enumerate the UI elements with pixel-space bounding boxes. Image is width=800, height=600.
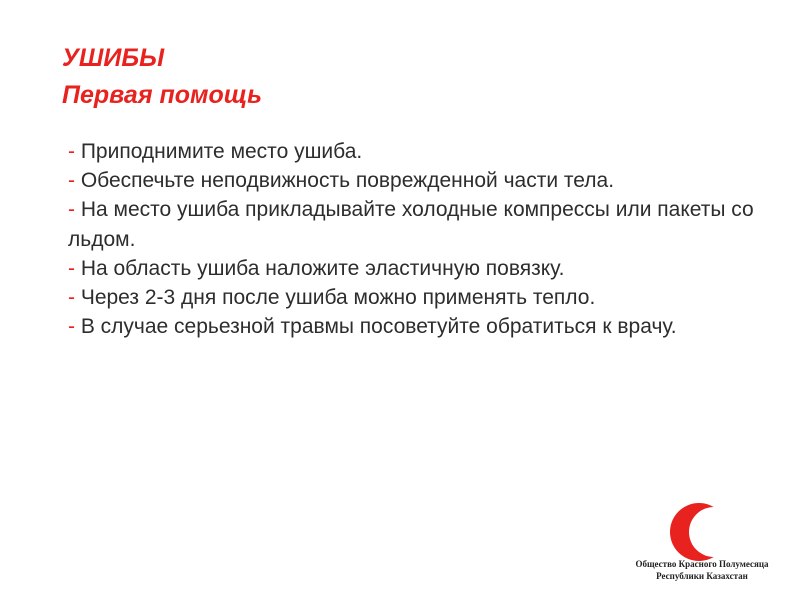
list-item-text: Приподнимите место ушиба. (80, 140, 363, 163)
list-item (68, 137, 758, 166)
bullet-dash: - (68, 315, 81, 339)
list-item (68, 195, 758, 253)
list-item (68, 166, 758, 195)
list-item (68, 283, 758, 312)
slide-title (62, 40, 262, 114)
bullet-dash: - (68, 198, 81, 222)
bullet-dash: - (68, 286, 81, 310)
list-item-text: Обеспечьте неподвижность поврежденной части тела. (80, 169, 615, 193)
list-item (68, 312, 758, 341)
logo-caption-line2: Республики Казахстан (656, 571, 748, 581)
crescent-icon (666, 502, 738, 562)
list-item-text: В случае серьезной травмы посоветуйте обратиться к врачу. (80, 315, 677, 339)
title-heading: УШИБЫ (62, 44, 165, 72)
logo-caption-line1: Общество Красного Полумесяца (635, 559, 769, 569)
first-aid-list (68, 137, 758, 341)
list-item-text: На область ушиба наложите эластичную повязку. (80, 256, 565, 280)
logo-caption (622, 558, 782, 582)
bullet-dash: - (68, 256, 81, 280)
red-crescent-logo (622, 502, 782, 584)
list-item (68, 254, 758, 283)
list-item-text: Через 2-3 дня после ушиба можно применять тепло. (80, 286, 596, 310)
title-subheading: Первая помощь (62, 81, 263, 109)
list-item-text: На место ушиба прикладывайте холодные компрессы или пакеты со льдом. (68, 198, 754, 251)
bullet-dash: - (68, 140, 81, 163)
bullet-dash: - (68, 169, 81, 193)
